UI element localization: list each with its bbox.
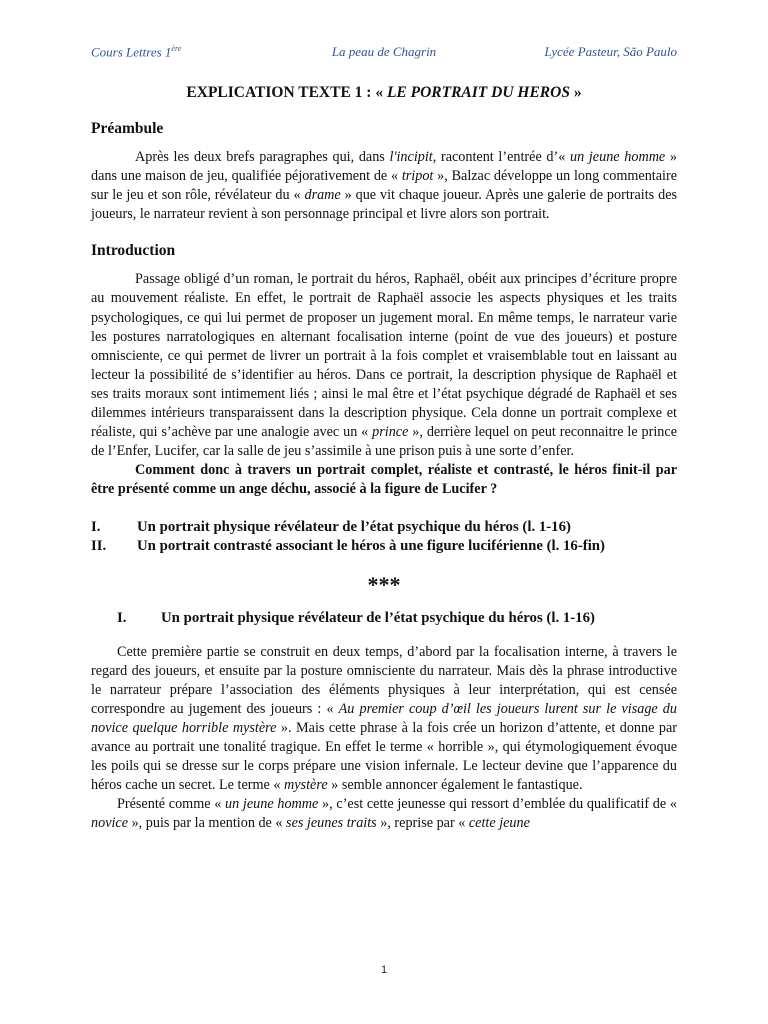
document-title <box>91 84 677 102</box>
plan-item <box>91 518 677 537</box>
spacer <box>91 224 677 242</box>
text-run: », reprise par « <box>376 815 469 832</box>
text-run: Après les deux brefs paragraphes qui, dans <box>135 149 390 165</box>
preambule-paragraph <box>91 148 677 224</box>
problematique: Comment donc à travers un portrait complet, réaliste et contrasté, le héros finit-il par être présenté comme un ange déchu, associé à la figure de Lucifer ? <box>91 462 677 498</box>
part1-heading <box>117 610 677 627</box>
page-number: 1 <box>380 964 388 976</box>
text-run: » dans une maison de jeu, qualifiée péjorativement de « <box>91 149 677 185</box>
header-book-title: La peau de Chagrin <box>331 44 437 59</box>
text-run: », derrière lequel on peut reconnaitre le prince de l’Enfer, Lucifer, car la salle de jeu s’assimile à une prison puis à une sorte d’enfer. <box>91 424 677 460</box>
italic-run: ses jeunes traits <box>286 815 377 832</box>
title-prefix: EXPLICATION TEXTE 1 : « <box>186 84 387 101</box>
text-run: Cette première partie se construit en deux temps, d’abord par la focalisation interne, à travers le regard des joueurs, et ensuite par la posture omnisciente du narrateur. Mais dès la phrase introductive le narrateur prépare l’association des éléments physiques à leur interprétation, qui est censée correspondre au jugement des joueurs : « <box>91 643 677 717</box>
part1-paragraph-1 <box>91 643 677 796</box>
text-run: ». Mais cette phrase à la fois crée un horizon d’attente, et donne par avance au portrait une tonalité tragique. En effet le terme « horrible », qui étymologiquement évoque les poils qui se dresse sur le corps prépare une vision infernale. Le lecteur devine que l’apparence du héros cache un secret. Le terme « <box>91 719 678 794</box>
plan-list <box>91 518 677 556</box>
document-body <box>91 84 677 833</box>
plan-item-number: II. <box>91 537 107 554</box>
part1-title: Un portrait physique révélateur de l’état psychique du héros (l. 1-16) <box>161 609 595 626</box>
plan-item-number: I. <box>91 518 101 535</box>
heading-preambule: Préambule <box>91 120 164 137</box>
header-school: Lycée Pasteur, São Paulo <box>544 44 677 59</box>
part1-paragraph-2 <box>91 795 677 833</box>
text-run: », puis par la mention de « <box>128 815 287 832</box>
spacer <box>91 500 677 518</box>
section-separator: *** <box>367 571 401 597</box>
italic-run: prince <box>372 424 409 441</box>
header-course-text: Cours Lettres 1 <box>91 44 172 60</box>
heading-introduction: Introduction <box>91 242 176 260</box>
part1-number: I. <box>117 609 127 626</box>
title-suffix: » <box>569 84 582 101</box>
plan-item <box>91 537 677 556</box>
text-run: », Balzac développe un long commentaire sur le jeu et son rôle, révélateur du « <box>91 168 677 204</box>
title-italic: LE PORTRAIT DU HEROS <box>386 84 570 101</box>
italic-run: l'incipit <box>389 149 433 165</box>
plan-item-text: Un portrait physique révélateur de l’état psychique du héros (l. 1-16) <box>137 518 571 535</box>
plan-item-text: Un portrait contrasté associant le héros à une figure luciférienne (l. 16-fin) <box>137 537 605 554</box>
italic-run: Au premier coup d’œil les joueurs lurent sur le visage du novice quelque horrible mystère <box>91 700 677 736</box>
text-run: Présenté comme « <box>117 796 226 813</box>
text-run: » que vit chaque joueur. Après une galerie de portraits des joueurs, le narrateur revient à son personnage principal et livre alors son portrait. <box>91 187 678 223</box>
text-run: , racontent l’entrée d’« <box>432 149 570 165</box>
italic-run: un jeune homme <box>570 149 666 165</box>
italic-run: mystère <box>284 777 328 794</box>
text-run: », c’est cette jeunesse qui ressort d’emblée du qualificatif de « <box>318 796 678 813</box>
text-run: Passage obligé d’un roman, le portrait du héros, Raphaël, obéit aux principes d’écriture propre au mouvement réaliste. En effet, le portrait de Raphaël associe les aspects physiques et les traits psychologiques, ce qui lui permet de proposer un jugement moral. En même temps, le narrateur varie les postures narratologiques en alternant focalisation interne (point de vue des joueurs) et posture omnisciente, ce qui permet de livrer un portrait à la fois complet et vraisemblable tout en laissant au lecteur la possibilité de s’identifier au héros. Dans ce portrait, la description physique de Raphaël et ses traits moraux sont intimement liés ; ainsi le mal être et l’état psychique dégradé de Raphaël et ses dilemmes intérieurs transparaissent dans la description physique. Cela donne un portrait complexe et réaliste, qui s’achève par une analogie avec un « <box>91 271 677 441</box>
text-run: » semble annoncer également le fantastique. <box>327 777 583 794</box>
italic-run: cette jeune <box>468 815 530 832</box>
introduction-paragraph <box>91 270 677 461</box>
italic-run: drame <box>304 187 341 204</box>
header-course-sup: ère <box>171 44 182 53</box>
italic-run: un jeune homme <box>225 796 319 813</box>
italic-run: tripot <box>401 168 434 185</box>
italic-run: novice <box>91 815 129 832</box>
page-header <box>91 44 677 62</box>
